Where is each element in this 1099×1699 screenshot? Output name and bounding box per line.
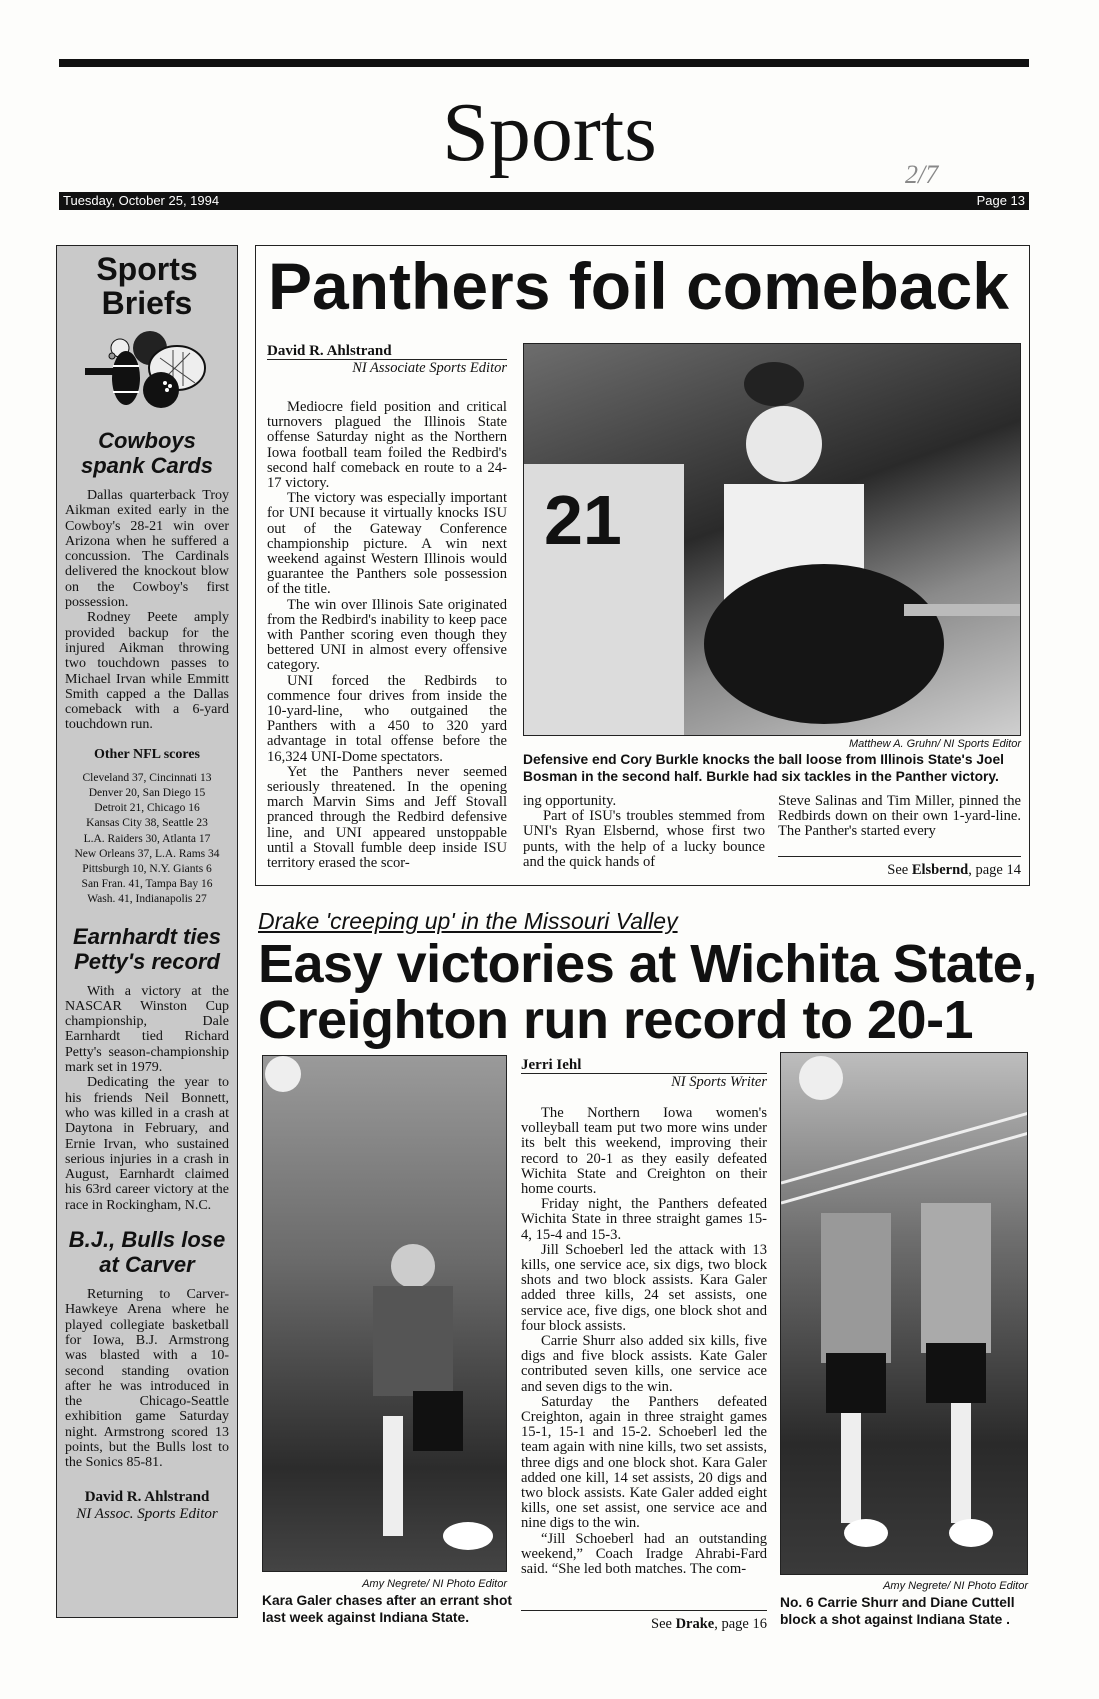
byline-title: NI Associate Sports Editor: [352, 360, 507, 376]
paragraph: Steve Salinas and Tim Miller, pinned the Redbirds down on their own 1-yard-line. The Panther's started every: [778, 793, 1021, 840]
sports-briefs-sidebar: [56, 245, 238, 1618]
svg-text:21: 21: [544, 481, 622, 559]
jump-link[interactable]: [778, 856, 1021, 879]
paragraph: Carrie Shurr also added six kills, five digs and five block assists. Kate Galer contributed seven kills, one service ace and seven digs to the win.: [521, 1333, 767, 1395]
paragraph: “Jill Schoeberl had an outstanding weekend,” Coach Iradge Ahrabi-Fard said. “She led both matches. The com-: [521, 1530, 767, 1578]
brief-paragraph: Dedicating the year to his friends Neil Bonnett, who was killed in a crash at Daytona in February, and Ernie Irvan, who sustained serious injuries in a crash in August, Earnhardt claimed his 63rd career victory at the race in Rockingham, N.C.: [65, 1075, 229, 1213]
byline-title: NI Sports Writer: [671, 1074, 767, 1090]
sidebar-title-line: Sports: [96, 251, 198, 287]
date-bar: [59, 192, 1029, 210]
brief-body: [65, 488, 229, 733]
top-rule: [59, 59, 1029, 67]
brief-paragraph: Returning to Carver-Hawkeye Arena where he played collegiate basketball for Iowa, B.J. Armstrong was blasted with a 10-second standing ovation after he was introduced in the Chicago-Seattle exhibition game Saturday night. Armstrong scored 13 points, but the Bulls lost to the Sonics 85-81.: [65, 1287, 229, 1471]
paragraph: UNI forced the Redbirds to commence four drives from inside the 10-yard-line, who outgained the Panthers with a 450 to 320 yard advantage in total offense before the 16,324 UNI-Dome spectators.: [267, 672, 507, 765]
photo-caption: Kara Galer chases after an errant shot last week against Indiana State.: [262, 1593, 512, 1625]
article-column: [523, 794, 765, 870]
handwritten-note: 2/7: [905, 160, 939, 189]
byline-name: David R. Ahlstrand: [267, 343, 507, 360]
signature-name: David R. Ahlstrand: [84, 1488, 210, 1505]
photo-caption: No. 6 Carrie Shurr and Diane Cuttell block a shot against Indiana State .: [780, 1595, 1015, 1627]
paragraph: Part of ISU's troubles stemmed from UNI's Ryan Elsbernd, whose first two punts, with the help of a lucky bounce and the quick hands of: [523, 808, 765, 870]
brief-headline: Cowboys spank Cards: [80, 428, 214, 478]
article-byline: [267, 343, 507, 377]
article-column: [267, 400, 507, 871]
volleyball-photo-right: [780, 1052, 1028, 1575]
paragraph: The victory was especially important for UNI because it virtually knocks ISU out of the Gateway Conference championship picture. A win next weekend against Western Illinois would guarantee the Panthers sole possession of the title.: [267, 490, 507, 598]
signature-title: NI Assoc. Sports Editor: [76, 1505, 218, 1522]
jump-prefix: See: [887, 862, 912, 878]
page-number: Page 13: [976, 193, 1025, 208]
article-headline: [258, 936, 1037, 1048]
article-column: [521, 1106, 767, 1577]
score-line: New Orleans 37, L.A. Rams 34: [74, 847, 220, 860]
brief-headline: B.J., Bulls lose at Carver: [68, 1227, 226, 1278]
nfl-scores-list: [65, 771, 229, 908]
paragraph: Mediocre field position and critical turnovers plagued the Illinois State offense Saturday night as the Northern Iowa football team foiled the Redbird's second half comeback en route to a 24-17 victory.: [267, 399, 507, 492]
headline-line: Easy victories at Wichita State,: [258, 934, 1037, 994]
sidebar-title: [65, 252, 229, 320]
score-line: Wash. 41, Indianapolis 27: [87, 893, 207, 906]
score-line: San Fran. 41, Tampa Bay 16: [81, 878, 213, 891]
football-photo-image: [524, 344, 1021, 736]
section-title: Sports: [442, 86, 657, 179]
article-byline: [521, 1057, 767, 1091]
score-line: Detroit 21, Chicago 16: [94, 802, 200, 815]
paragraph: Friday night, the Panthers defeated Wichita State in three straight games 15-4, 15-4 and 15-3.: [521, 1196, 767, 1243]
volleyball-photo-left: [262, 1055, 507, 1572]
paragraph: The Northern Iowa women's volleyball team put two more wins under its belt this weekend, improving their record to 20-1 as they easily defeated Wichita State and Creighton on their home courts.: [521, 1105, 767, 1198]
nfl-scores-title: Other NFL scores: [93, 746, 201, 762]
article-headline: Panthers foil comeback: [268, 249, 1009, 323]
article-column: [778, 794, 1021, 840]
paragraph: ing opportunity.: [523, 793, 617, 809]
photo-credit: Matthew A. Gruhn/ NI Sports Editor: [849, 738, 1021, 750]
article-kicker: Drake 'creeping up' in the Missouri Valley: [258, 908, 678, 934]
jump-name: Drake: [675, 1616, 715, 1632]
brief-headline: Earnhardt ties Petty's record: [73, 923, 221, 974]
brief-paragraph: Rodney Peete amply provided backup for the injured Aikman throwing two touchdown passes to Michael Irvan while Emmitt Smith capped a the Dallas comeback with a 6-yard touchdown run.: [65, 610, 229, 733]
photo-credit: Amy Negrete/ NI Photo Editor: [883, 1580, 1028, 1592]
jump-suffix: , page 16: [714, 1616, 767, 1632]
brief-paragraph: With a victory at the NASCAR Winston Cup championship, Dale Earnhardt tied Richard Petty's season-championship mark set in 1979.: [65, 983, 229, 1076]
paragraph: Jill Schoeberl led the attack with 13 kills, one service ace, six digs, two block shots and two block assists. Kara Galer added three kills, 24 set assists, one service ace, five digs, one block shot and four block assists.: [521, 1241, 767, 1334]
brief-body: [65, 984, 229, 1213]
score-line: Cleveland 37, Cincinnati 13: [82, 771, 212, 784]
volleyball-photo-right-image: [781, 1053, 1028, 1575]
volleyball-photo-left-image: [263, 1056, 507, 1572]
paragraph: Yet the Panthers never seemed seriously threatened. In the opening march Marvin Sims and Jeff Stovall pranced through the Redbird defensive line, and UNI appeared unstoppable until a Stovall fumble deep inside ISU territory erased the scor-: [267, 763, 507, 872]
score-line: Pittsburgh 10, N.Y. Giants 6: [82, 862, 212, 875]
jump-prefix: See: [651, 1616, 676, 1632]
photo-credit: Amy Negrete/ NI Photo Editor: [362, 1578, 507, 1590]
brief-body: [65, 1287, 229, 1471]
score-line: Denver 20, San Diego 15: [88, 786, 206, 799]
jump-suffix: , page 14: [968, 862, 1021, 878]
jump-link[interactable]: [521, 1610, 767, 1633]
sidebar-title-line: Briefs: [101, 285, 193, 321]
paragraph: The win over Illinois Sate originated from the Redbird's inability to keep pace with Panther scoring even though they bettered UNI in almost every offensive category.: [267, 596, 507, 674]
jump-name: Elsbernd: [911, 862, 969, 878]
brief-paragraph: Dallas quarterback Troy Aikman exited early in the Cowboy's 28-21 win over Arizona when he suffered a concussion. The Cardinals delivered the knockout blow on the Cowboy's first possession.: [65, 488, 229, 611]
headline-line: Creighton run record to 20-1: [258, 990, 974, 1050]
byline-name: Jerri Iehl: [521, 1057, 767, 1074]
paragraph: Saturday the Panthers defeated Creighton, again in three straight games 15-1, 15-1 and 15-2. Schoeberl led the team again with nine kills, two set assists, three digs and one block shot. Kara Galer added one kill, 14 set assists, 20 digs and two block assists. Kate Galer added eight kills, one set assist, one service ace and nine digs to the win.: [521, 1393, 767, 1532]
score-line: L.A. Raiders 30, Atlanta 17: [83, 832, 211, 845]
issue-date: Tuesday, October 25, 1994: [63, 193, 220, 208]
sidebar-signature: [65, 1489, 229, 1523]
photo-caption: Defensive end Cory Burkle knocks the ball loose from Illinois State's Joel Bosman in the second half. Burkle had six tackles in the Panther victory.: [523, 752, 1004, 784]
sports-balls-icon: [65, 328, 229, 418]
score-line: Kansas City 38, Seattle 23: [86, 817, 208, 830]
football-photo: [523, 343, 1021, 736]
